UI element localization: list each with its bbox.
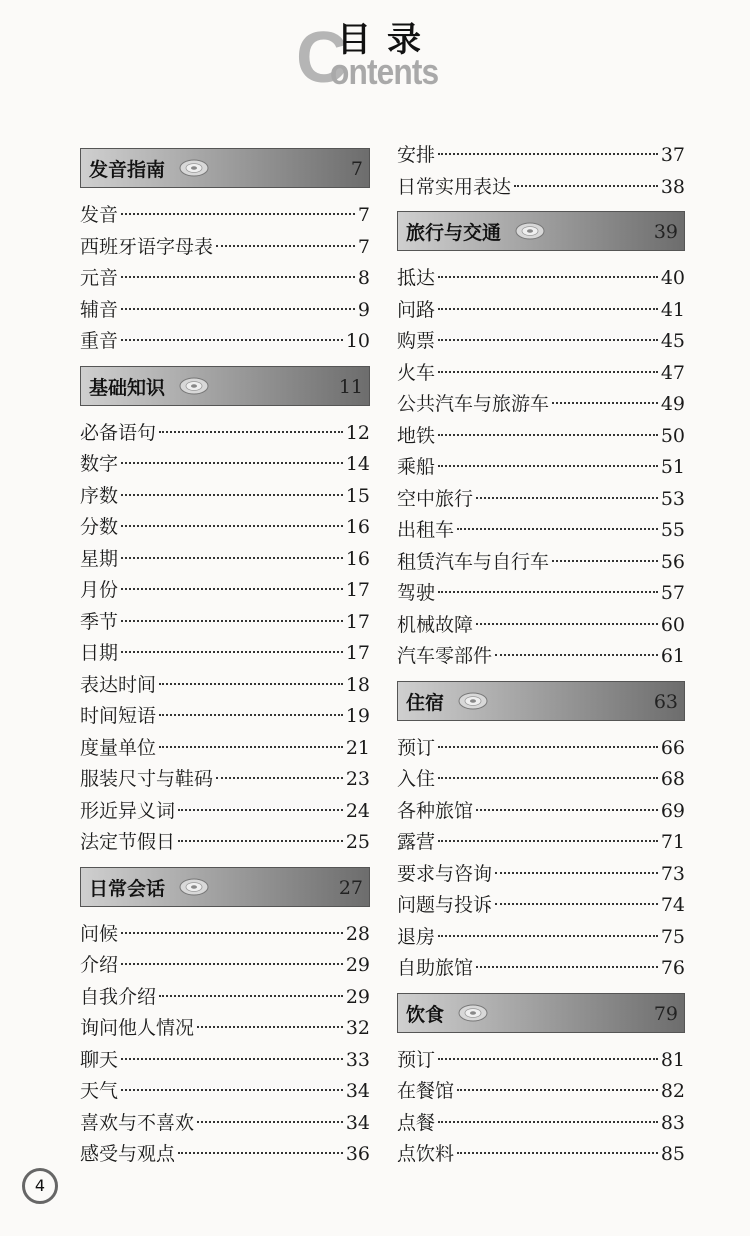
toc-entry-label: 问题与投诉 [397, 894, 493, 916]
toc-entry-page: 37 [660, 144, 685, 166]
toc-entry[interactable] [397, 452, 685, 484]
toc-entry-page: 7 [357, 204, 370, 226]
dot-leader [476, 966, 658, 968]
toc-entry[interactable] [80, 575, 370, 607]
toc-entry-label: 问候 [80, 922, 119, 945]
dot-leader [121, 620, 343, 622]
toc-entry[interactable] [397, 764, 685, 796]
toc-entry[interactable] [80, 1076, 370, 1108]
toc-entry-label: 聊天 [80, 1048, 119, 1071]
dot-leader [438, 339, 658, 341]
toc-entry-page: 17 [345, 610, 370, 633]
toc-entry-page: 36 [345, 1143, 370, 1165]
section-header[interactable] [397, 993, 685, 1033]
toc-entry-page: 74 [660, 894, 685, 916]
toc-entry[interactable] [397, 326, 685, 358]
toc-entry-page: 16 [345, 516, 370, 538]
toc-entry-label: 自我介绍 [80, 985, 157, 1008]
dot-leader [121, 651, 343, 653]
toc-entry[interactable] [80, 733, 370, 765]
dot-leader [457, 1089, 658, 1091]
toc-entry[interactable] [80, 638, 370, 670]
toc-entry[interactable] [80, 701, 370, 733]
dot-leader [121, 308, 355, 310]
toc-entry-page: 28 [345, 922, 370, 945]
dot-leader [121, 276, 355, 278]
toc-entry[interactable] [397, 953, 685, 985]
toc-entry-label: 数字 [80, 453, 119, 475]
toc-entry-label: 问路 [397, 298, 436, 321]
toc-entry-label: 时间短语 [80, 705, 157, 727]
dot-leader [438, 591, 658, 593]
toc-entry-page: 49 [660, 393, 685, 415]
toc-entry-label: 预订 [397, 1048, 436, 1071]
toc-entry-page: 71 [660, 831, 685, 853]
toc-entry-page: 34 [345, 1111, 370, 1134]
toc-section [80, 366, 370, 859]
toc-entry-page: 85 [660, 1143, 685, 1165]
toc-entry-page: 73 [660, 862, 685, 885]
toc-entry-page: 17 [345, 642, 370, 664]
toc-entry[interactable] [80, 764, 370, 796]
toc-entry-page: 51 [660, 456, 685, 478]
toc-entry-label: 感受与观点 [80, 1143, 176, 1165]
toc-entry[interactable] [397, 515, 685, 547]
toc-entry[interactable] [80, 449, 370, 481]
toc-entry[interactable] [80, 200, 370, 232]
toc-entry[interactable] [397, 263, 685, 295]
cd-disc-icon [179, 377, 209, 395]
toc-entry-label: 服装尺寸与鞋码 [80, 768, 214, 790]
dot-leader [121, 557, 343, 559]
dot-leader [457, 1152, 658, 1154]
right-column [397, 140, 685, 1171]
dot-leader [121, 462, 343, 464]
dot-leader [438, 1121, 658, 1123]
toc-entry[interactable] [80, 796, 370, 828]
toc-entry-page: 25 [345, 831, 370, 853]
toc-entry-page: 12 [345, 421, 370, 444]
dot-leader [121, 1089, 343, 1091]
toc-entry-label: 西班牙语字母表 [80, 235, 214, 258]
toc-entry-label: 驾驶 [397, 582, 436, 604]
toc-entry[interactable] [80, 263, 370, 295]
toc-entry-page: 38 [660, 175, 685, 198]
contents-initial: C [296, 18, 348, 98]
toc-entry-label: 辅音 [80, 298, 119, 321]
toc-entry-label: 季节 [80, 610, 119, 633]
dot-leader [121, 1058, 343, 1060]
toc-entry-page: 10 [345, 330, 370, 352]
toc-entry[interactable] [80, 1139, 370, 1171]
toc-entry-page: 56 [660, 550, 685, 573]
toc-entry-label: 介绍 [80, 954, 119, 976]
toc-entry[interactable] [397, 389, 685, 421]
toc-entry-page: 41 [660, 298, 685, 321]
toc-entry-label: 法定节假日 [80, 831, 176, 853]
toc-entry-page: 68 [660, 768, 685, 790]
toc-entry-page: 24 [345, 799, 370, 822]
dot-leader [438, 840, 658, 842]
section-header[interactable] [80, 148, 370, 188]
toc-entry[interactable] [80, 418, 370, 450]
toc-entry[interactable] [80, 544, 370, 576]
dot-leader [438, 1058, 658, 1060]
toc-entry-page: 7 [357, 235, 370, 258]
dot-leader [495, 872, 658, 874]
dot-leader [178, 840, 343, 842]
dot-leader [178, 1152, 343, 1154]
toc-entry[interactable] [397, 1108, 685, 1140]
toc-entry-label: 日常实用表达 [397, 175, 512, 198]
toc-entry[interactable] [80, 232, 370, 264]
toc-entry-page: 40 [660, 267, 685, 289]
toc-entry[interactable] [80, 827, 370, 859]
toc-entry-page: 19 [345, 705, 370, 727]
toc-section [80, 148, 370, 358]
left-column [80, 140, 370, 1171]
dot-leader [438, 371, 658, 373]
toc-entry[interactable] [397, 890, 685, 922]
dot-leader [438, 276, 658, 278]
section-title: 日常会话 [89, 877, 166, 900]
toc-entry-page: 33 [345, 1048, 370, 1071]
dot-leader [121, 339, 343, 341]
dot-leader [495, 903, 658, 905]
toc-entry-label: 空中旅行 [397, 487, 474, 510]
toc-entry[interactable] [397, 796, 685, 828]
toc-entry[interactable] [397, 484, 685, 516]
toc-entry-page: 18 [345, 673, 370, 696]
cd-disc-icon [458, 692, 488, 710]
toc-entry[interactable] [80, 950, 370, 982]
section-title: 住宿 [406, 691, 445, 714]
dot-leader [159, 995, 343, 997]
toc-entry-page: 55 [660, 519, 685, 541]
toc-entry-label: 汽车零部件 [397, 645, 493, 667]
dot-leader [438, 465, 658, 467]
toc-entry-label: 抵达 [397, 267, 436, 289]
toc-entry-label: 发音 [80, 204, 119, 226]
section-page: 27 [338, 876, 363, 899]
toc-entry-page: 34 [345, 1080, 370, 1102]
dot-leader [197, 1026, 343, 1028]
toc-entry-label: 日期 [80, 642, 119, 664]
toc-section [397, 681, 685, 985]
toc-entry-page: 82 [660, 1080, 685, 1102]
toc-entry-label: 天气 [80, 1080, 119, 1102]
toc-entry-page: 83 [660, 1111, 685, 1134]
section-page: 7 [350, 158, 363, 180]
dot-leader [197, 1121, 343, 1123]
dot-leader [476, 809, 658, 811]
toc-entry-label: 分数 [80, 516, 119, 538]
cd-disc-icon [515, 222, 545, 240]
toc-entry-label: 喜欢与不喜欢 [80, 1111, 195, 1134]
toc-entry[interactable] [397, 641, 685, 673]
dot-leader [121, 213, 355, 215]
dot-leader [159, 683, 343, 685]
section-title: 发音指南 [89, 159, 166, 181]
dot-leader [159, 431, 343, 433]
toc-entry-page: 29 [345, 985, 370, 1008]
dot-leader [216, 245, 355, 247]
toc-entry[interactable] [397, 827, 685, 859]
dot-leader [121, 588, 343, 590]
toc-entry[interactable] [397, 610, 685, 642]
dot-leader [159, 714, 343, 716]
toc-entry-label: 星期 [80, 547, 119, 570]
dot-leader [552, 402, 658, 404]
dot-leader [438, 153, 658, 155]
page-title: 目录 [337, 20, 437, 60]
toc-entry-label: 月份 [80, 579, 119, 601]
section-title: 旅行与交通 [406, 222, 502, 244]
cd-disc-icon [458, 1004, 488, 1022]
toc-entry-label: 退房 [397, 925, 436, 948]
dot-leader [121, 494, 343, 496]
dot-leader [457, 528, 658, 530]
toc-entry-label: 各种旅馆 [397, 799, 474, 822]
toc-entry[interactable] [397, 547, 685, 579]
toc-entry-label: 机械故障 [397, 613, 474, 636]
toc-entry-page: 57 [660, 582, 685, 604]
section-page: 39 [653, 221, 678, 243]
section-page: 79 [653, 1002, 678, 1025]
toc-entry-label: 预订 [397, 736, 436, 759]
toc-entry-label: 入住 [397, 768, 436, 790]
toc-entry[interactable] [397, 295, 685, 327]
toc-entry[interactable] [80, 295, 370, 327]
section-page: 11 [338, 375, 363, 398]
toc-entry-page: 14 [345, 453, 370, 475]
toc-section [397, 993, 685, 1171]
dot-leader [216, 777, 343, 779]
dot-leader [178, 809, 343, 811]
toc-entry-page: 8 [357, 267, 370, 289]
toc-entry-page: 21 [345, 736, 370, 759]
dot-leader [438, 434, 658, 436]
toc-entry-page: 61 [660, 645, 685, 667]
toc-entry-label: 安排 [397, 144, 436, 166]
toc-entry[interactable] [80, 670, 370, 702]
dot-leader [121, 932, 343, 934]
contents-word: ontents [330, 51, 439, 92]
toc-entry-page: 50 [660, 424, 685, 447]
toc-entry-label: 公共汽车与旅游车 [397, 393, 550, 415]
toc-entry-label: 点餐 [397, 1111, 436, 1134]
toc-entry[interactable] [397, 358, 685, 390]
toc-entry[interactable] [397, 172, 685, 204]
dot-leader [121, 963, 343, 965]
toc-entry-label: 地铁 [397, 424, 436, 447]
section-title: 基础知识 [89, 376, 166, 399]
toc-entry-page: 9 [357, 298, 370, 321]
toc-entry[interactable] [80, 1013, 370, 1045]
toc-entry-page: 60 [660, 613, 685, 636]
toc-entry[interactable] [80, 512, 370, 544]
toc-entry-label: 点饮料 [397, 1143, 455, 1165]
toc-entry-page: 16 [345, 547, 370, 570]
toc-entry-label: 购票 [397, 330, 436, 352]
toc-entry[interactable] [397, 859, 685, 891]
toc-entry[interactable] [80, 982, 370, 1014]
toc-entry[interactable] [80, 326, 370, 358]
dot-leader [121, 525, 343, 527]
toc-entry-label: 必备语句 [80, 421, 157, 444]
section-header[interactable] [80, 366, 370, 406]
toc-entry-page: 15 [345, 484, 370, 507]
toc-entry[interactable] [397, 733, 685, 765]
toc-entry-page: 75 [660, 925, 685, 948]
toc-entry[interactable] [397, 421, 685, 453]
dot-leader [438, 308, 658, 310]
toc-entry-page: 76 [660, 957, 685, 979]
toc-entry-page: 81 [660, 1048, 685, 1071]
toc-entry-label: 出租车 [397, 519, 455, 541]
dot-leader [476, 497, 658, 499]
toc-entry-label: 度量单位 [80, 736, 157, 759]
toc-entry-page: 69 [660, 799, 685, 822]
toc-entry-page: 66 [660, 736, 685, 759]
toc-entry-label: 在餐馆 [397, 1080, 455, 1102]
toc-entry-label: 表达时间 [80, 673, 157, 696]
dot-leader [514, 185, 658, 187]
toc-entry-label: 序数 [80, 484, 119, 507]
section-page: 63 [653, 690, 678, 713]
toc-section [80, 867, 370, 1171]
dot-leader [495, 654, 658, 656]
toc-entry[interactable] [397, 140, 685, 172]
toc-entry-label: 火车 [397, 361, 436, 384]
dot-leader [552, 560, 658, 562]
toc-entry-page: 32 [345, 1017, 370, 1039]
cd-disc-icon [179, 159, 209, 177]
toc-entry-page: 47 [660, 361, 685, 384]
toc-entry-label: 元音 [80, 267, 119, 289]
toc-entry-page: 17 [345, 579, 370, 601]
toc-entry-page: 45 [660, 330, 685, 352]
toc-entry-label: 自助旅馆 [397, 957, 474, 979]
toc-entry-label: 要求与咨询 [397, 862, 493, 885]
toc-entry[interactable] [397, 1139, 685, 1171]
cd-disc-icon [179, 878, 209, 896]
page-number: 4 [22, 1168, 58, 1204]
section-header[interactable] [397, 211, 685, 251]
toc-entry-label: 租赁汽车与自行车 [397, 550, 550, 573]
page-header [0, 0, 750, 110]
toc-entry-label: 重音 [80, 330, 119, 352]
dot-leader [438, 777, 658, 779]
toc-entry-label: 乘船 [397, 456, 436, 478]
dot-leader [438, 935, 658, 937]
toc-entry-label: 形近异义词 [80, 799, 176, 822]
dot-leader [438, 746, 658, 748]
toc-entry-label: 询问他人情况 [80, 1017, 195, 1039]
dot-leader [159, 746, 343, 748]
toc-entry[interactable] [397, 922, 685, 954]
toc-entry[interactable] [80, 919, 370, 951]
toc-entry[interactable] [80, 1108, 370, 1140]
dot-leader [476, 623, 658, 625]
toc-entry-page: 29 [345, 954, 370, 976]
toc-entry-page: 53 [660, 487, 685, 510]
toc-section [397, 211, 685, 673]
section-header[interactable] [80, 867, 370, 907]
toc-entry[interactable] [80, 481, 370, 513]
section-header[interactable] [397, 681, 685, 721]
toc-entry[interactable] [80, 607, 370, 639]
toc-entry-page: 23 [345, 768, 370, 790]
toc-entry[interactable] [80, 1045, 370, 1077]
toc-entry[interactable] [397, 578, 685, 610]
toc-entry[interactable] [397, 1045, 685, 1077]
toc-entry-label: 露营 [397, 831, 436, 853]
toc-entry[interactable] [397, 1076, 685, 1108]
section-title: 饮食 [406, 1003, 445, 1026]
